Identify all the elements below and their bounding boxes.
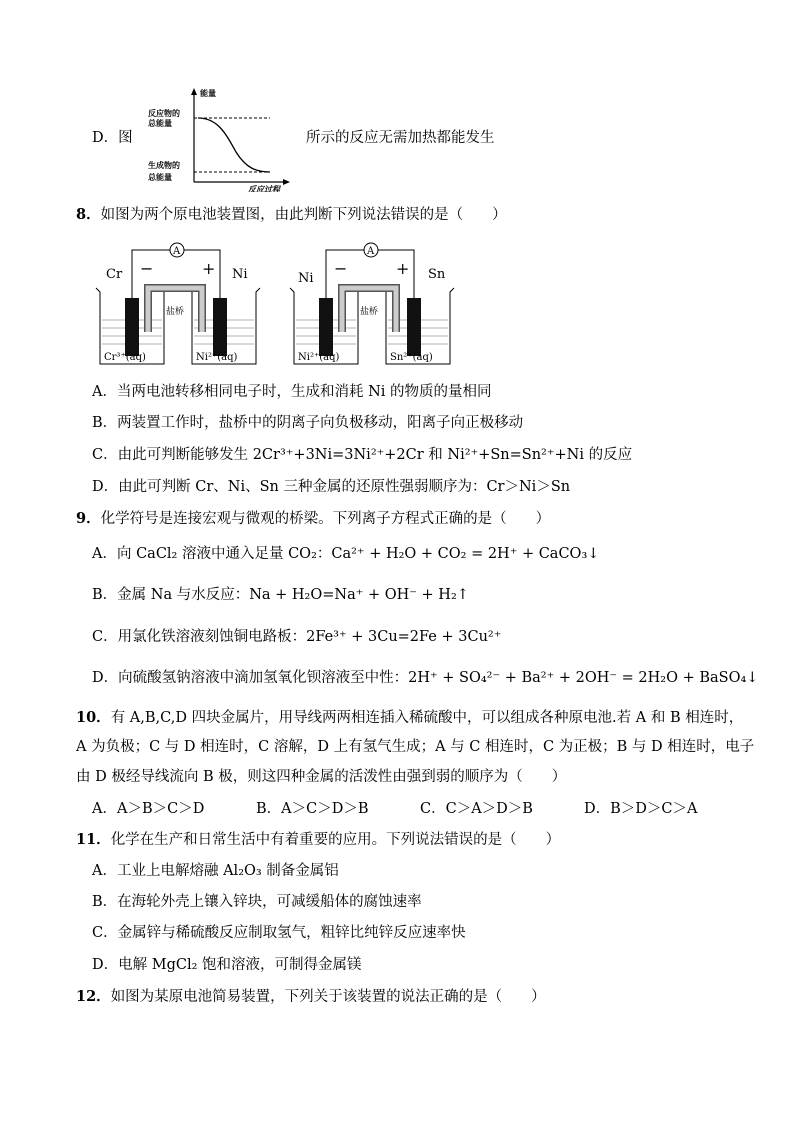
salt-bridge-label: 盐桥 bbox=[360, 307, 379, 317]
q8-stem: 8．如图为两个原电池装置图，由此判断下列说法错误的是（ ） bbox=[76, 206, 507, 223]
q10-stem-line3: 由 D 极经导线流向 B 极，则这四种金属的活泼性由强到弱的顺序为（ ） bbox=[76, 769, 567, 785]
y-axis-label: 能量 bbox=[200, 88, 216, 98]
q11-option-b: B．在海轮外壳上镶入锌块，可减缓船体的腐蚀速率 bbox=[92, 894, 422, 910]
q11-option-c: C．金属锌与稀硫酸反应制取氢气，粗锌比纯锌反应速率快 bbox=[92, 925, 466, 941]
energy-diagram bbox=[148, 86, 293, 192]
q7-option-d-text: 所示的反应无需加热都能发生 bbox=[306, 130, 495, 146]
salt-bridge-label: 盐桥 bbox=[166, 307, 185, 317]
q10-option-c: C．C＞A＞D＞B bbox=[420, 801, 533, 817]
q10-option-a: A．A＞B＞C＞D bbox=[92, 801, 205, 817]
q12-stem: 12．如图为某原电池简易装置，下列关于该装置的说法正确的是（ ） bbox=[76, 988, 546, 1005]
plus-sign: + bbox=[396, 259, 410, 278]
q9-stem: 9．化学符号是连接宏观与微观的桥梁。下列离子方程式正确的是（ ） bbox=[76, 510, 551, 527]
plus-sign: + bbox=[202, 259, 216, 278]
q11-option-d: D．电解 MgCl₂ 饱和溶液，可制得金属镁 bbox=[92, 957, 362, 973]
electrode-right-label: Ni bbox=[232, 267, 248, 282]
electrode-left-label: Ni bbox=[298, 271, 314, 286]
q9-option-d: D．向硫酸氢钠溶液中滴加氢氧化钡溶液至中性：2H⁺ + SO₄²⁻ + Ba²⁺ + 2OH⁻ = 2H₂O + BaSO₄↓ bbox=[92, 670, 759, 686]
q10-stem-line2: A 为负极；C 与 D 相连时，C 溶解，D 上有氢气生成；A 与 C 相连时，C 为正极；B 与 D 相连时，电子 bbox=[76, 739, 755, 755]
q9-option-a: A．向 CaCl₂ 溶液中通入足量 CO₂：Ca²⁺ + H₂O + CO₂ = 2H⁺ + CaCO₃↓ bbox=[92, 546, 600, 562]
q11-option-a: A．工业上电解熔融 Al₂O₃ 制备金属铝 bbox=[92, 863, 339, 879]
products-label: 生成物的 bbox=[148, 160, 180, 170]
reactants-label-2: 总能量 bbox=[148, 118, 172, 128]
galvanic-cell-ni-sn bbox=[286, 236, 466, 370]
minus-sign: − bbox=[334, 259, 348, 278]
solution-left-label: Ni²⁺(aq) bbox=[298, 352, 340, 363]
minus-sign: − bbox=[140, 259, 154, 278]
electrode-right-label: Sn bbox=[428, 267, 446, 282]
q10-option-b: B．A＞C＞D＞B bbox=[256, 801, 369, 817]
q9-option-b: B．金属 Na 与水反应：Na + H₂O=Na⁺ + OH⁻ + H₂↑ bbox=[92, 587, 469, 603]
q8-option-b: B．两装置工作时，盐桥中的阴离子向负极移动，阳离子向正极移动 bbox=[92, 415, 524, 431]
q8-option-d: D．由此可判断 Cr、Ni、Sn 三种金属的还原性强弱顺序为：Cr＞Ni＞Sn bbox=[92, 479, 571, 495]
q9-option-c: C．用氯化铁溶液刻蚀铜电路板：2Fe³⁺ + 3Cu=2Fe + 3Cu²⁺ bbox=[92, 629, 502, 645]
products-label-2: 总能量 bbox=[148, 172, 172, 182]
q11-stem: 11．化学在生产和日常生活中有着重要的应用。下列说法错误的是（ ） bbox=[76, 831, 561, 848]
q8-option-c: C．由此可判断能够发生 2Cr³⁺+3Ni=3Ni²⁺+2Cr 和 Ni²⁺+Sn=Sn²⁺+Ni 的反应 bbox=[92, 447, 633, 463]
q8-option-a: A．当两电池转移相同电子时，生成和消耗 Ni 的物质的量相同 bbox=[92, 384, 492, 400]
q10-option-d: D．B＞D＞C＞A bbox=[584, 801, 698, 817]
q7-option-d-label: D．图 bbox=[92, 130, 133, 146]
reactants-label: 反应物的 bbox=[148, 108, 180, 118]
solution-right-label: Sn²⁺(aq) bbox=[390, 352, 433, 363]
solution-right-label: Ni²⁺(aq) bbox=[196, 352, 238, 363]
ammeter-label: A bbox=[367, 246, 375, 257]
x-axis-label: 反应过程 bbox=[248, 184, 280, 192]
electrode-left-label: Cr bbox=[106, 267, 123, 282]
q10-stem-line1: 10．有 A,B,C,D 四块金属片，用导线两两相连插入稀硫酸中，可以组成各种原电池.若 A 和 B 相连时， bbox=[76, 709, 744, 726]
ammeter-label: A bbox=[173, 246, 181, 257]
galvanic-cell-cr-ni bbox=[92, 236, 272, 370]
solution-left-label: Cr³⁺(aq) bbox=[104, 352, 146, 363]
